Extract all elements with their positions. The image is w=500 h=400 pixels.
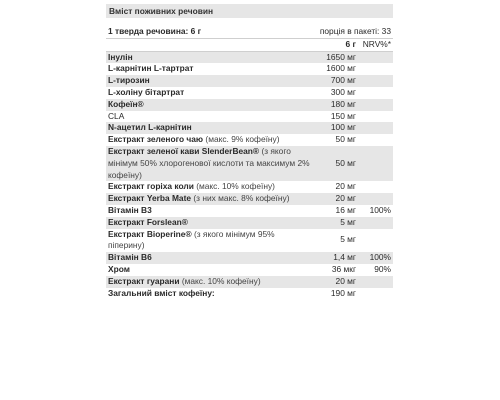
nutrient-name: [106, 99, 312, 111]
nutrient-nrv: [358, 217, 393, 229]
nutrient-amount: 100 мг: [312, 122, 358, 134]
nutrient-label: Екстракт Bioperine®: [108, 228, 192, 239]
nutrient-amount: 300 мг: [330, 86, 356, 97]
nutrient-name: [106, 111, 312, 123]
nutrient-nrv: [358, 111, 393, 123]
nutrient-amount: 1600 мг: [326, 63, 356, 74]
nrv-column-header: NRV%*: [358, 38, 393, 51]
table-row: [106, 252, 393, 264]
nutrient-label: L-карнітин L-тартрат: [108, 63, 194, 74]
nutrient-name: [106, 122, 312, 134]
nutrition-panel: [106, 4, 393, 299]
nutrient-amount: 20 мг: [312, 193, 358, 205]
table-row: [106, 264, 393, 276]
nutrient-nrv: 90%: [374, 263, 391, 274]
nutrient-amount: 1,4 мг: [312, 252, 358, 264]
nutrient-amount: 700 мг: [312, 75, 358, 87]
nutrient-name: [106, 134, 312, 146]
nutrient-note: (з якого мінімум 95% піперину): [108, 228, 275, 251]
nutrient-note: (макс. 9% кофеїну): [205, 134, 280, 145]
nutrient-nrv: [358, 146, 393, 181]
table-row: [106, 288, 393, 300]
nutrient-label: Екстракт зеленого чаю: [108, 134, 204, 145]
table-row: [106, 193, 393, 205]
nutrient-label: Екстракт Forslean®: [108, 216, 188, 227]
nutrient-label: L-тирозин: [108, 75, 150, 86]
nutrient-label: L-холіну бітартрат: [108, 86, 185, 97]
nutrition-table: [106, 26, 393, 299]
nutrient-amount: 1650 мг: [312, 51, 358, 63]
nutrient-label: Вітамін B6: [108, 252, 152, 263]
nutrient-amount: 5 мг: [340, 234, 356, 245]
nutrient-amount: 20 мг: [312, 276, 358, 288]
nutrient-label: N-ацетил L-карнітин: [108, 122, 192, 133]
table-row: [106, 181, 393, 193]
nutrient-nrv: [358, 181, 393, 193]
nutrient-nrv: 100%: [369, 204, 391, 215]
nutrient-nrv: [358, 229, 393, 253]
table-row: [106, 51, 393, 63]
table-title: Вміст поживних речовин: [106, 4, 393, 18]
table-row: [106, 134, 393, 146]
nutrient-label: Вітамін B3: [108, 204, 152, 215]
nutrient-label: Екстракт горіха коли: [108, 181, 194, 192]
nutrient-nrv: [358, 288, 393, 300]
table-row: [106, 205, 393, 217]
table-row: [106, 99, 393, 111]
nutrient-nrv: [358, 122, 393, 134]
nutrient-name: [106, 51, 312, 63]
table-row: [106, 87, 393, 99]
nutrient-nrv: [358, 63, 393, 75]
nutrient-name: [106, 288, 312, 300]
serving-label: 1 тверда речовина: 6 г: [106, 26, 312, 38]
table-row: [106, 276, 393, 288]
nutrient-name: [106, 229, 312, 253]
nutrient-name: [106, 264, 312, 276]
nutrient-label: Екстракт Yerba Mate: [108, 193, 192, 204]
nutrient-amount: 36 мкг: [331, 263, 356, 274]
nutrient-name: [106, 87, 312, 99]
nutrient-amount: 5 мг: [312, 217, 358, 229]
nutrient-note: (макс. 10% кофеїну): [181, 275, 261, 286]
nutrient-nrv: [358, 276, 393, 288]
table-row: [106, 217, 393, 229]
nutrient-name: [106, 193, 312, 205]
nutrient-label: Хром: [108, 263, 130, 274]
nutrient-name: [106, 181, 312, 193]
nutrient-note: (з них макс. 8% кофеїну): [193, 193, 290, 204]
nutrient-amount: 16 мг: [335, 204, 356, 215]
nutrient-label: Екстракт зеленої кави SlenderBean®: [108, 145, 260, 156]
nutrient-label: CLA: [108, 110, 125, 121]
nutrient-nrv: [358, 75, 393, 87]
nutrient-nrv: [358, 193, 393, 205]
table-row: [106, 229, 393, 253]
nutrient-amount: 190 мг: [330, 287, 356, 298]
nutrient-note: (з якого мінімум 50% хлорогенової кислоти та максимум 2% кофеїну): [108, 145, 310, 180]
table-row: [106, 122, 393, 134]
table-row: [106, 63, 393, 75]
table-row: [106, 146, 393, 181]
nutrient-amount: 50 мг: [335, 134, 356, 145]
servings-per-pack: порція в пакеті: 33: [312, 26, 393, 38]
nutrient-name: [106, 252, 312, 264]
nutrient-label: Загальний вміст кофеїну:: [108, 287, 215, 298]
nutrient-amount: 50 мг: [312, 146, 358, 181]
header-row: [106, 26, 393, 38]
nutrient-nrv: [358, 51, 393, 63]
column-header-row: [106, 38, 393, 51]
nutrient-label: Кофеїн®: [108, 98, 144, 109]
nutrient-nrv: [358, 87, 393, 99]
nutrient-label: Інулін: [108, 51, 133, 62]
nutrient-nrv: 100%: [358, 252, 393, 264]
amount-column-header: 6 г: [312, 38, 358, 51]
nutrient-label: Екстракт гуарани: [108, 275, 180, 286]
nutrient-name: [106, 205, 312, 217]
nutrient-name: [106, 217, 312, 229]
nutrient-nrv: [358, 99, 393, 111]
nutrient-name: [106, 276, 312, 288]
nutrient-note: (макс. 10% кофеїну): [196, 181, 275, 192]
nutrient-name: [106, 63, 312, 75]
nutrient-name: [106, 75, 312, 87]
table-row: [106, 75, 393, 87]
nutrient-name: [106, 146, 312, 181]
nutrient-amount: 150 мг: [330, 110, 356, 121]
nutrient-amount: 20 мг: [335, 181, 356, 192]
table-row: [106, 111, 393, 123]
nutrient-nrv: [358, 134, 393, 146]
nutrient-amount: 180 мг: [312, 99, 358, 111]
